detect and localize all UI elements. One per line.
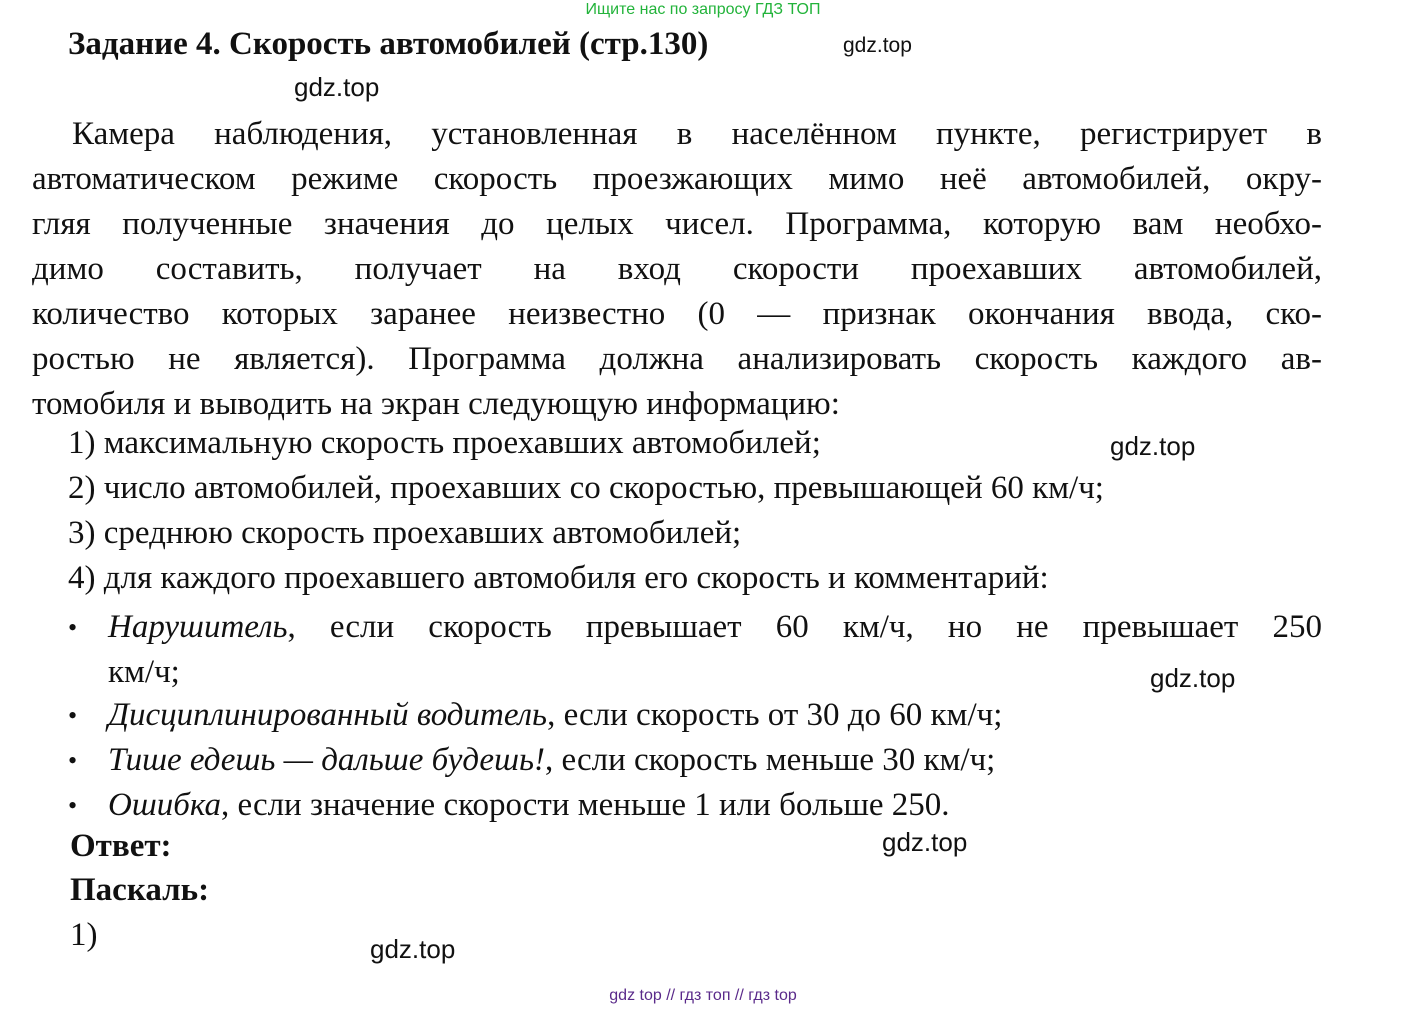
watermark: gdz.top — [294, 72, 380, 102]
bullet-text: , если значение скорости меньше 1 или больше 250. — [220, 787, 950, 823]
paragraph-line: количество которых заранее неизвестно (0 — признак окончания ввода, ско- — [32, 296, 1322, 332]
bullet-item — [68, 693, 1322, 738]
paragraph-line: димо составить, получает на вход скорости проехавших автомобилей, — [32, 251, 1322, 287]
paragraph-line: гляя полученные значения до целых чисел. Программа, которую вам необхо- — [32, 206, 1322, 242]
language-heading: Паскаль: — [70, 872, 210, 908]
watermark: gdz.top — [1150, 663, 1236, 693]
bullet-text: км/ч; — [108, 654, 180, 690]
bullet-item — [68, 783, 1322, 828]
numbered-item: 2) число автомобилей, проехавших со скоростью, превышающей 60 км/ч; — [68, 470, 1104, 506]
bullet-term: Нарушитель — [108, 609, 288, 645]
paragraph-line: автоматическом режиме скорость проезжающих мимо неё автомобилей, окру- — [32, 161, 1322, 197]
bullet-term: Дисциплинированный водитель — [108, 697, 548, 733]
answer-heading: Ответ: — [70, 828, 172, 864]
bullet-item — [68, 605, 1322, 695]
bullet-term: Ошибка — [108, 787, 221, 823]
page-title: Задание 4. Скорость автомобилей (стр.130) — [68, 26, 709, 62]
paragraph-line: Камера наблюдения, установленная в населённом пункте, регистрирует в — [72, 116, 1322, 152]
footer-links: gdz top // гдз топ // гдз top — [609, 987, 797, 1004]
bullet-icon: • — [68, 791, 78, 820]
bullet-text: , если скорость от 30 до 60 км/ч; — [547, 697, 1003, 733]
watermark: gdz.top — [843, 34, 912, 57]
watermark: gdz.top — [370, 934, 456, 964]
bullet-text: , если скорость превышает 60 км/ч, но не превышает 250 — [287, 609, 1322, 645]
bullet-text: , если скорость меньше 30 км/ч; — [545, 742, 996, 778]
numbered-item: 1) максимальную скорость проехавших автомобилей; — [68, 425, 821, 461]
numbered-item: 3) среднюю скорость проехавших автомобилей; — [68, 515, 742, 551]
task-paragraph — [32, 112, 1322, 427]
bullet-term: Тише едешь — дальше будешь! — [108, 742, 545, 778]
watermark: gdz.top — [1110, 431, 1196, 461]
paragraph-line: томобиля и выводить на экран следующую информацию: — [32, 386, 840, 422]
bullet-icon: • — [68, 613, 78, 642]
bullet-icon: • — [68, 746, 78, 775]
paragraph-line: ростью не является). Программа должна анализировать скорость каждого ав- — [32, 341, 1322, 377]
numbered-item: 4) для каждого проехавшего автомобиля его скорость и комментарий: — [68, 560, 1049, 596]
item-number: 1) — [70, 917, 98, 953]
bullet-item — [68, 738, 1322, 783]
bullet-icon: • — [68, 701, 78, 730]
top-banner: Ищите нас по запросу ГДЗ ТОП — [585, 1, 821, 18]
watermark: gdz.top — [882, 827, 968, 857]
